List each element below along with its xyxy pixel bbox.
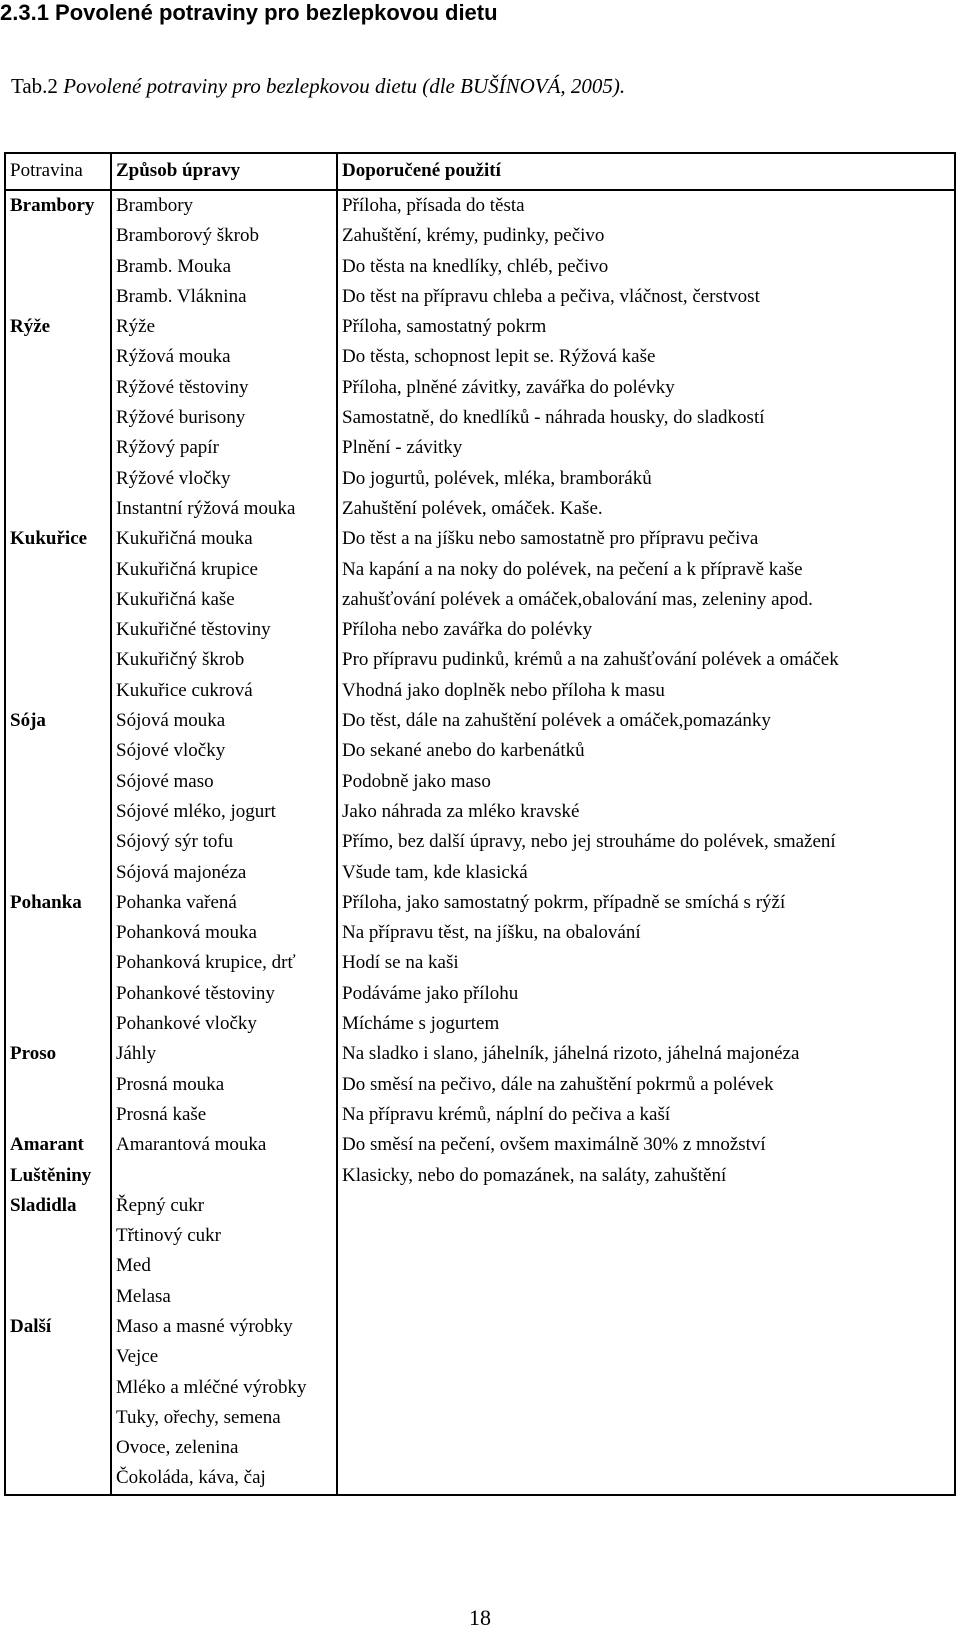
table-caption [11, 73, 625, 99]
table-row [6, 282, 954, 312]
cell-food-group: Sója [10, 710, 46, 732]
cell-use: Do těst, dále na zahuštění polévek a omáček,pomazánky [342, 710, 771, 732]
table-row [6, 918, 954, 948]
cell-use: Do těst a na jíšku nebo samostatně pro přípravu pečiva [342, 528, 759, 550]
cell-use: Jako náhrada za mléko kravské [342, 800, 580, 822]
table-row [6, 1403, 954, 1433]
cell-preparation: Brambory [116, 195, 194, 216]
cell-preparation: Rýžové vločky [116, 467, 231, 489]
cell-preparation: Instantní rýžová mouka [116, 497, 296, 519]
table-row [6, 1463, 954, 1493]
table-row [6, 979, 954, 1009]
cell-use: zahušťování polévek a omáček,obalování mas, zeleniny apod. [342, 588, 813, 610]
cell-food-group: Proso [10, 1043, 57, 1065]
cell-preparation: Vejce [116, 1346, 159, 1368]
cell-preparation: Bramb. Vláknina [116, 285, 247, 307]
cell-preparation: Melasa [116, 1285, 171, 1307]
cell-use: Do těsta, schopnost lepit se. Rýžová kaše [342, 346, 656, 368]
cell-preparation: Bramb. Mouka [116, 255, 232, 277]
table-row [6, 767, 954, 797]
cell-preparation: Tuky, ořechy, semena [116, 1406, 281, 1428]
table-row [6, 888, 954, 918]
cell-preparation: Kukuřičná mouka [116, 528, 253, 550]
table-row [6, 706, 954, 736]
cell-use: Do směsí na pečení, ovšem maximálně 30% z množství [342, 1134, 766, 1156]
table-row [6, 1039, 954, 1069]
cell-food-group: Brambory [10, 195, 95, 216]
cell-use: Zahuštění polévek, omáček. Kaše. [342, 497, 603, 519]
table-row [6, 342, 954, 372]
table-row [6, 948, 954, 978]
table-row [6, 858, 954, 888]
table-row [6, 1282, 954, 1312]
cell-preparation: Pohanková mouka [116, 922, 257, 944]
table-row [6, 221, 954, 251]
cell-use: Podáváme jako přílohu [342, 982, 519, 1004]
cell-use: Zahuštění, krémy, pudinky, pečivo [342, 225, 605, 247]
table-row [6, 555, 954, 585]
cell-preparation: Sójový sýr tofu [116, 831, 234, 853]
cell-preparation: Kukuřičná krupice [116, 558, 258, 580]
cell-use: Na přípravu těst, na jíšku, na obalování [342, 922, 641, 944]
table-row [6, 1191, 954, 1221]
cell-use: Vhodná jako doplněk nebo příloha k masu [342, 679, 665, 701]
table-row [6, 464, 954, 494]
table-row [6, 1312, 954, 1342]
cell-preparation: Rýžové těstoviny [116, 376, 249, 398]
table-body [6, 191, 954, 1494]
table-row [6, 252, 954, 282]
table-row [6, 585, 954, 615]
page-number: 18 [469, 1605, 491, 1630]
table-row [6, 191, 954, 221]
cell-use: Na přípravu krémů, náplní do pečiva a kaší [342, 1103, 671, 1125]
cell-use: Klasicky, nebo do pomazánek, na saláty, zahuštění [342, 1164, 727, 1186]
cell-preparation: Amarantová mouka [116, 1134, 267, 1156]
cell-preparation: Kukuřičná kaše [116, 588, 235, 610]
table-row [6, 645, 954, 675]
cell-preparation: Rýžová mouka [116, 346, 231, 368]
header-food: Potravina [10, 160, 83, 181]
cell-preparation: Pohankové těstoviny [116, 982, 275, 1004]
cell-preparation: Sójová majonéza [116, 861, 247, 883]
cell-use: Do směsí na pečivo, dále na zahuštění pokrmů a polévek [342, 1073, 774, 1095]
cell-use: Na sladko i slano, jáhelník, jáhelná rizoto, jáhelná majonéza [342, 1043, 800, 1065]
table-row [6, 1130, 954, 1160]
cell-use: Do sekané anebo do karbenátků [342, 740, 585, 762]
table-row [6, 827, 954, 857]
cell-preparation: Pohanková krupice, drť [116, 952, 296, 974]
table-row [6, 1373, 954, 1403]
cell-preparation: Bramborový škrob [116, 225, 260, 247]
caption-text: Povolené potraviny pro bezlepkovou dietu (dle BUŠÍNOVÁ, 2005). [63, 74, 626, 98]
cell-food-group: Pohanka [10, 891, 82, 913]
table-row [6, 373, 954, 403]
cell-use: Příloha, samostatný pokrm [342, 316, 547, 338]
cell-use: Pro přípravu pudinků, krémů a na zahušťování polévek a omáček [342, 649, 839, 671]
column-divider-1 [110, 154, 112, 1494]
cell-preparation: Sójové mléko, jogurt [116, 800, 276, 822]
cell-use: Příloha nebo zavářka do polévky [342, 619, 593, 641]
table-row [6, 1433, 954, 1463]
cell-preparation: Maso a masné výrobky [116, 1315, 293, 1337]
cell-use: Mícháme s jogurtem [342, 1013, 500, 1035]
cell-preparation: Řepný cukr [116, 1194, 205, 1216]
cell-preparation: Kukuřice cukrová [116, 679, 253, 701]
section-heading: 2.3.1 Povolené potraviny pro bezlepkovou dietu [0, 0, 498, 25]
cell-preparation: Čokoláda, káva, čaj [116, 1467, 266, 1489]
cell-preparation: Sójové vločky [116, 740, 226, 762]
cell-use: Příloha, plněné závitky, zavářka do polévky [342, 376, 675, 398]
cell-use: Do těst na přípravu chleba a pečiva, vláčnost, čerstvost [342, 285, 760, 307]
cell-preparation: Prosná kaše [116, 1103, 207, 1125]
cell-use: Na kapání a na noky do polévek, na pečení a k přípravě kaše [342, 558, 803, 580]
cell-preparation: Rýže [116, 316, 156, 338]
header-preparation: Způsob úpravy [116, 160, 241, 181]
cell-food-group: Amarant [10, 1134, 84, 1156]
cell-use: Do těsta na knedlíky, chléb, pečivo [342, 255, 609, 277]
cell-preparation: Jáhly [116, 1043, 157, 1065]
cell-preparation: Sójová mouka [116, 710, 226, 732]
table-row [6, 676, 954, 706]
cell-food-group: Další [10, 1315, 52, 1337]
cell-food-group: Sladidla [10, 1194, 77, 1216]
foods-table [4, 152, 956, 1496]
table-row [6, 524, 954, 554]
column-divider-2 [336, 154, 338, 1494]
table-row [6, 1161, 954, 1191]
table-row [6, 615, 954, 645]
cell-preparation: Med [116, 1255, 151, 1277]
cell-food-group: Luštěniny [10, 1164, 92, 1186]
cell-preparation: Sójové maso [116, 770, 214, 792]
header-use: Doporučené použití [342, 160, 501, 181]
cell-use: Všude tam, kde klasická [342, 861, 528, 883]
cell-use: Hodí se na kaši [342, 952, 459, 974]
cell-preparation: Pohankové vločky [116, 1013, 257, 1035]
table-row [6, 736, 954, 766]
table-header-row [6, 154, 954, 191]
table-row [6, 1009, 954, 1039]
cell-preparation: Rýžové burisony [116, 407, 246, 429]
table-row [6, 1100, 954, 1130]
table-row [6, 797, 954, 827]
cell-preparation: Prosná mouka [116, 1073, 225, 1095]
cell-preparation: Pohanka vařená [116, 891, 237, 913]
cell-use: Příloha, jako samostatný pokrm, případně se smíchá s rýží [342, 891, 786, 913]
cell-preparation: Kukuřičný škrob [116, 649, 245, 671]
cell-use: Do jogurtů, polévek, mléka, bramboráků [342, 467, 652, 489]
caption-label: Tab.2 [11, 74, 58, 98]
cell-use: Přímo, bez další úpravy, nebo jej strouháme do polévek, smažení [342, 831, 836, 853]
cell-use: Plnění - závitky [342, 437, 463, 459]
cell-use: Příloha, přísada do těsta [342, 195, 525, 216]
cell-preparation: Rýžový papír [116, 437, 219, 459]
cell-use: Podobně jako maso [342, 770, 491, 792]
cell-food-group: Rýže [10, 316, 51, 338]
cell-preparation: Mléko a mléčné výrobky [116, 1376, 307, 1398]
cell-use: Samostatně, do knedlíků - náhrada housky, do sladkostí [342, 407, 765, 429]
table-row [6, 1251, 954, 1281]
cell-preparation: Kukuřičné těstoviny [116, 619, 271, 641]
table-row [6, 1342, 954, 1372]
table-row [6, 403, 954, 433]
table-row [6, 1221, 954, 1251]
cell-preparation: Ovoce, zelenina [116, 1437, 239, 1459]
table-row [6, 433, 954, 463]
table-row [6, 494, 954, 524]
table-row [6, 312, 954, 342]
cell-food-group: Kukuřice [10, 528, 88, 550]
table-row [6, 1070, 954, 1100]
cell-preparation: Třtinový cukr [116, 1225, 222, 1247]
